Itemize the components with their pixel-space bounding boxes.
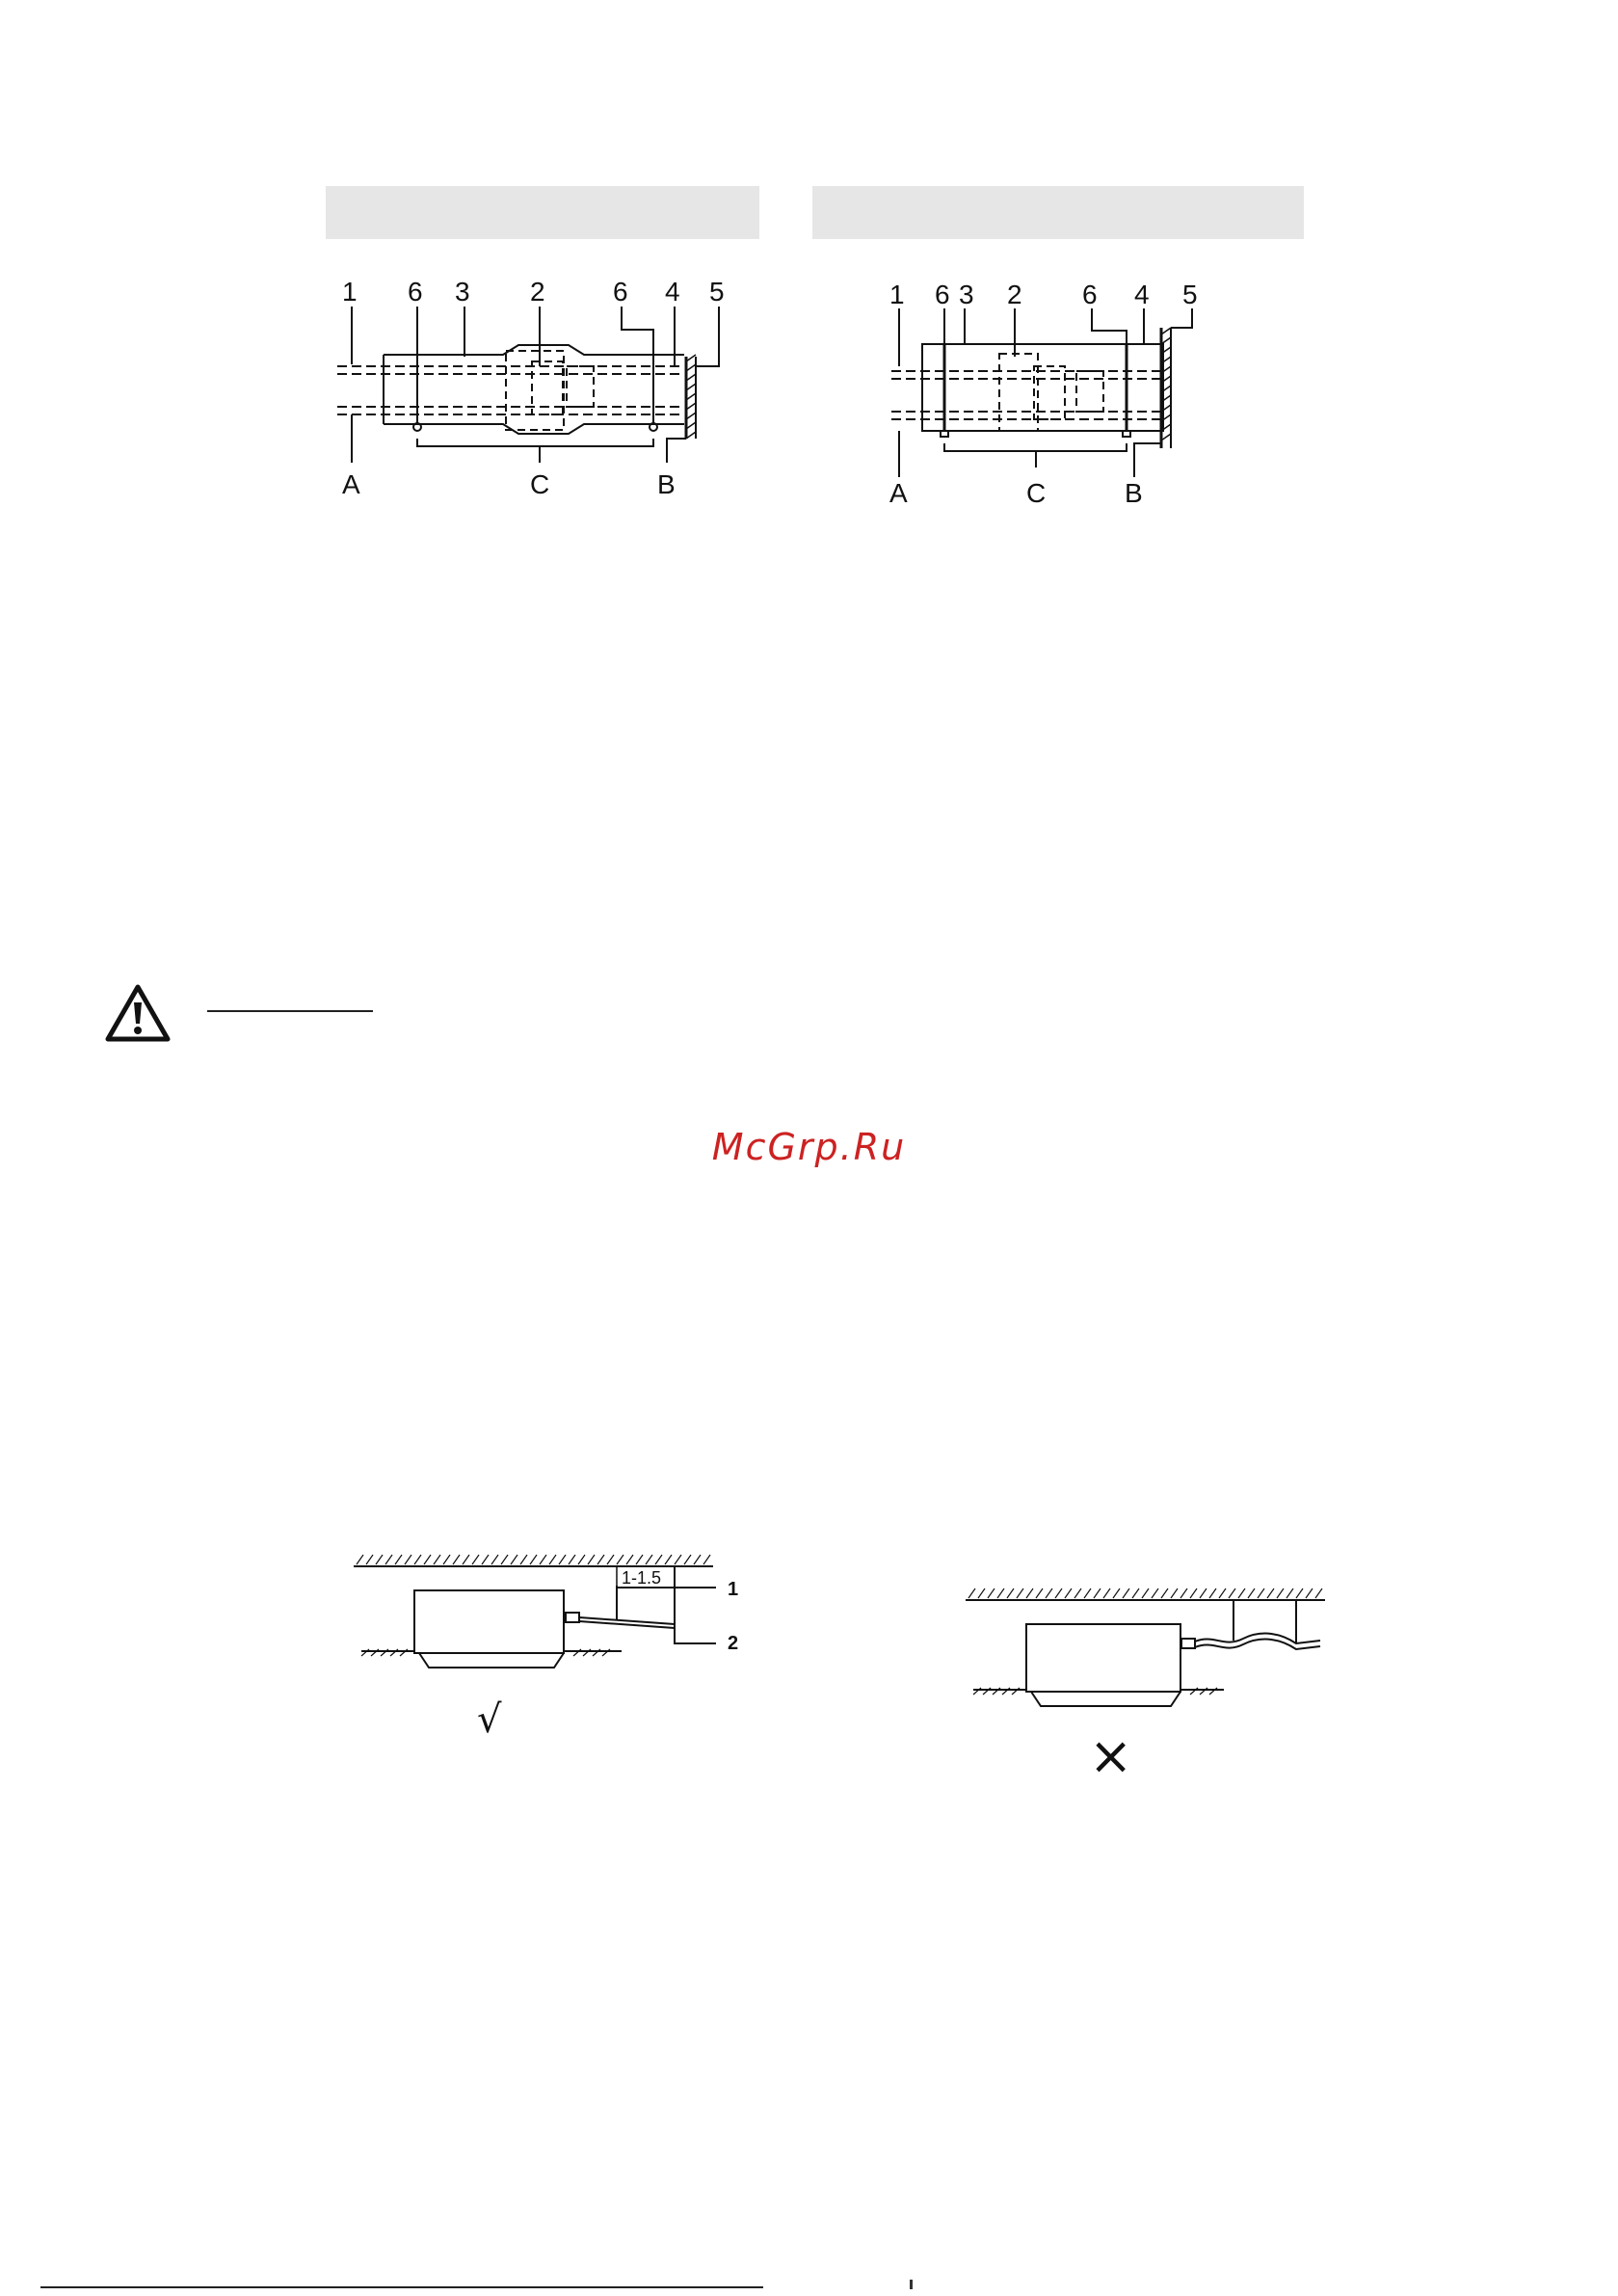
left-figure-header-bar	[326, 186, 759, 239]
cross-icon: ×	[1089, 1725, 1133, 1786]
right-callout-3: 3	[959, 280, 974, 309]
footer-mark	[910, 2280, 913, 2289]
left-callout-6a: 6	[408, 277, 423, 307]
left-callout-4: 4	[665, 277, 680, 307]
right-end-c: C	[1026, 478, 1047, 508]
caution-heading-underline	[207, 1010, 373, 1012]
correct-callout-1: 1	[728, 1579, 739, 1600]
left-end-a: A	[342, 469, 360, 499]
warning-triangle-icon	[104, 983, 172, 1043]
footer-divider	[40, 2286, 763, 2288]
right-callout-5: 5	[1182, 280, 1198, 309]
left-callout-1: 1	[342, 277, 358, 307]
right-end-a: A	[889, 478, 908, 508]
left-callout-3: 3	[455, 277, 470, 307]
left-callout-6b: 6	[613, 277, 628, 307]
left-callout-2: 2	[530, 277, 545, 307]
right-end-b: B	[1125, 478, 1143, 508]
left-end-c: C	[530, 469, 550, 499]
wrong-installation-diagram	[964, 1581, 1330, 1793]
right-callout-1: 1	[889, 280, 905, 309]
correct-installation-diagram	[352, 1547, 766, 1749]
right-pipe-joint-diagram	[872, 275, 1219, 516]
right-callout-2: 2	[1007, 280, 1022, 309]
right-callout-4: 4	[1134, 280, 1150, 309]
right-callout-6b: 6	[1082, 280, 1098, 309]
left-callout-5: 5	[709, 277, 725, 307]
checkmark-icon: √	[477, 1697, 502, 1742]
right-figure-header-bar	[812, 186, 1304, 239]
left-pipe-joint-diagram	[318, 270, 742, 511]
correct-callout-2: 2	[728, 1633, 739, 1654]
left-end-b: B	[657, 469, 676, 499]
clearance-dimension: 1-1.5	[622, 1568, 662, 1588]
right-callout-6a: 6	[935, 280, 950, 309]
site-watermark: McGrp.Ru	[711, 1126, 907, 1168]
